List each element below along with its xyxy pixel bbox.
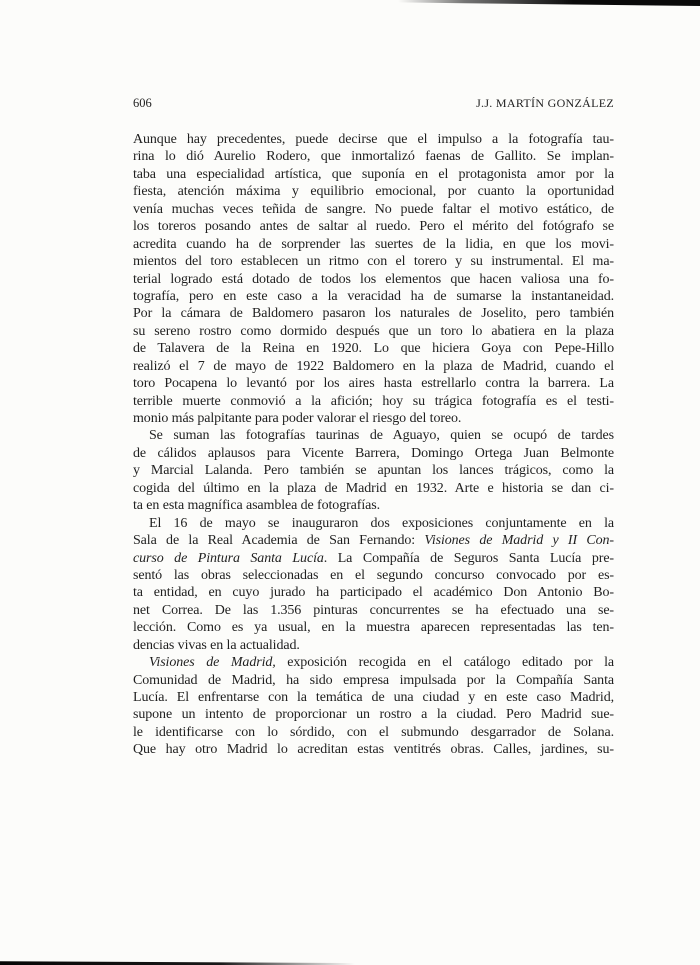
text-line	[133, 602, 614, 619]
text-segment: toro Pocapena lo levantó por los aires hasta estrellarlo contra la barrera. La	[133, 376, 614, 392]
text-segment: mientos del toro establecen un ritmo con el torero y su instrumental. El ma-	[133, 254, 614, 270]
text-segment: fiesta, atención máxima y equilibrio emocional, por cuanto la oportunidad	[133, 184, 614, 200]
body-text	[133, 131, 614, 759]
text-line	[133, 218, 614, 235]
paragraph	[133, 515, 614, 655]
text-line	[133, 637, 614, 654]
text-line	[133, 288, 614, 305]
text-line	[133, 323, 614, 340]
text-line	[133, 427, 614, 444]
text-segment: net Correa. De las 1.356 pinturas concurrentes se ha efectuado una se-	[133, 602, 614, 618]
text-line	[133, 236, 614, 253]
text-segment: acredita cuando ha de sorprender las suertes de la lidia, en que los movi-	[133, 236, 614, 252]
text-segment: terial logrado está dotado de todos los elementos que hacen valiosa una fo-	[133, 271, 614, 287]
text-segment: tografía, pero en este caso a la veracidad ha de sumarse la instantaneidad.	[133, 288, 614, 304]
text-line	[133, 410, 614, 427]
text-line	[133, 375, 614, 392]
text-segment: los toreros posando antes de saltar al ruedo. Pero el mérito del fotógrafo se	[133, 219, 614, 235]
text-line	[133, 148, 614, 165]
text-segment: monio más palpitante para poder valorar el riesgo del toreo.	[133, 411, 462, 426]
text-line	[133, 584, 614, 601]
text-line	[133, 567, 614, 584]
text-segment: . La Compañía de Seguros Santa Lucía pre-	[323, 550, 614, 566]
italic-text-segment: Visiones de Madrid,	[149, 655, 276, 671]
text-segment: venía muchas veces teñida de sangre. No puede faltar el motivo estático, de	[133, 201, 614, 217]
text-segment: le identificarse con lo sórdido, con el submundo desgarrador de Solana.	[133, 724, 614, 740]
text-segment: lección. Como es ya usual, en la muestra aparecen representadas las ten-	[133, 620, 614, 636]
text-segment: Lucía. El enfrentarse con la temática de una ciudad y en este caso Madrid,	[133, 690, 614, 705]
paragraph	[133, 654, 614, 759]
text-segment: taba una especialidad artística, que suponía en el protagonista amor por la	[133, 166, 614, 182]
text-segment: El 16 de mayo se inauguraron dos exposiciones conjuntamente en la	[149, 515, 614, 531]
italic-text-segment: Visiones de Madrid y II Con-	[424, 533, 614, 549]
text-line	[133, 741, 614, 758]
text-segment: Se suman las fotografías taurinas de Aguayo, quien se ocupó de tardes	[149, 428, 614, 444]
text-segment: Aunque hay precedentes, puede decirse que el impulso a la fotografía tau-	[133, 132, 614, 147]
paragraph	[133, 131, 614, 427]
text-segment: supone un intento de proporcionar un rostro a la ciudad. Pero Madrid sue-	[133, 707, 614, 723]
page-header	[133, 96, 614, 111]
text-line	[133, 462, 614, 479]
text-segment: Sala de la Real Academia de San Fernando:	[133, 533, 425, 549]
text-line	[133, 201, 614, 218]
text-segment: terrible muerte conmovió a la afición; hoy su trágica fotografía es el testi-	[133, 393, 614, 409]
text-line	[133, 672, 614, 689]
text-segment: sentó las obras seleccionadas en el segundo concurso convocado por es-	[133, 567, 614, 583]
text-line	[133, 550, 614, 567]
text-line	[133, 271, 614, 288]
text-line	[133, 131, 614, 148]
text-line	[133, 619, 614, 636]
text-line	[133, 305, 614, 322]
text-segment: rina lo dió Aurelio Rodero, que inmortalizó faenas de Gallito. Se implan-	[133, 149, 614, 165]
text-line	[133, 515, 614, 532]
text-segment: Comunidad de Madrid, ha sido empresa impulsada por la Compañía Santa	[133, 672, 614, 688]
text-segment: Por la cámara de Baldomero pasaron los naturales de Joselito, pero también	[133, 306, 614, 322]
text-line	[133, 532, 614, 549]
text-line	[133, 724, 614, 741]
text-line	[133, 654, 614, 671]
text-line	[133, 253, 614, 270]
scan-edge-top-artifact	[398, 0, 700, 6]
text-line	[133, 689, 614, 706]
text-line	[133, 497, 614, 514]
text-segment: de cálidos aplausos para Vicente Barrera, Domingo Ortega Juan Belmonte	[133, 445, 614, 461]
text-line	[133, 393, 614, 410]
text-segment: ta entidad, en cuyo jurado ha participado el académico Don Antonio Bo-	[133, 585, 614, 601]
text-segment: de Talavera de la Reina en 1920. Lo que hiciera Goya con Pepe-Hillo	[133, 341, 614, 357]
text-line	[133, 445, 614, 462]
italic-text-segment: curso de Pintura Santa Lucía	[133, 550, 324, 566]
text-segment: cogida del último en la plaza de Madrid en 1932. Arte e historia se dan ci-	[133, 480, 614, 496]
text-line	[133, 706, 614, 723]
page-number: 606	[133, 96, 152, 110]
running-header: J.J. MARTÍN GONZÁLEZ	[476, 96, 614, 110]
text-segment: y Marcial Lalanda. Pero también se apuntan los lances trágicos, como la	[133, 463, 614, 479]
text-segment: dencias vivas en la actualidad.	[133, 637, 300, 653]
text-line	[133, 183, 614, 200]
text-line	[133, 340, 614, 357]
text-segment: realizó el 7 de mayo de 1922 Baldomero en la plaza de Madrid, cuando el	[133, 358, 614, 374]
text-line	[133, 358, 614, 375]
text-line	[133, 480, 614, 497]
text-segment: exposición recogida en el catálogo editado por la	[275, 655, 614, 671]
text-segment: su sereno rostro como dormido después que un toro lo abatiera en la plaza	[133, 323, 614, 339]
text-segment: ta en esta magnífica asamblea de fotografías.	[133, 498, 380, 514]
text-line	[133, 166, 614, 183]
text-segment: Que hay otro Madrid lo acreditan estas ventitrés obras. Calles, jardines, su-	[133, 742, 614, 758]
scan-edge-bottom-artifact	[0, 960, 366, 965]
paragraph	[133, 427, 614, 514]
